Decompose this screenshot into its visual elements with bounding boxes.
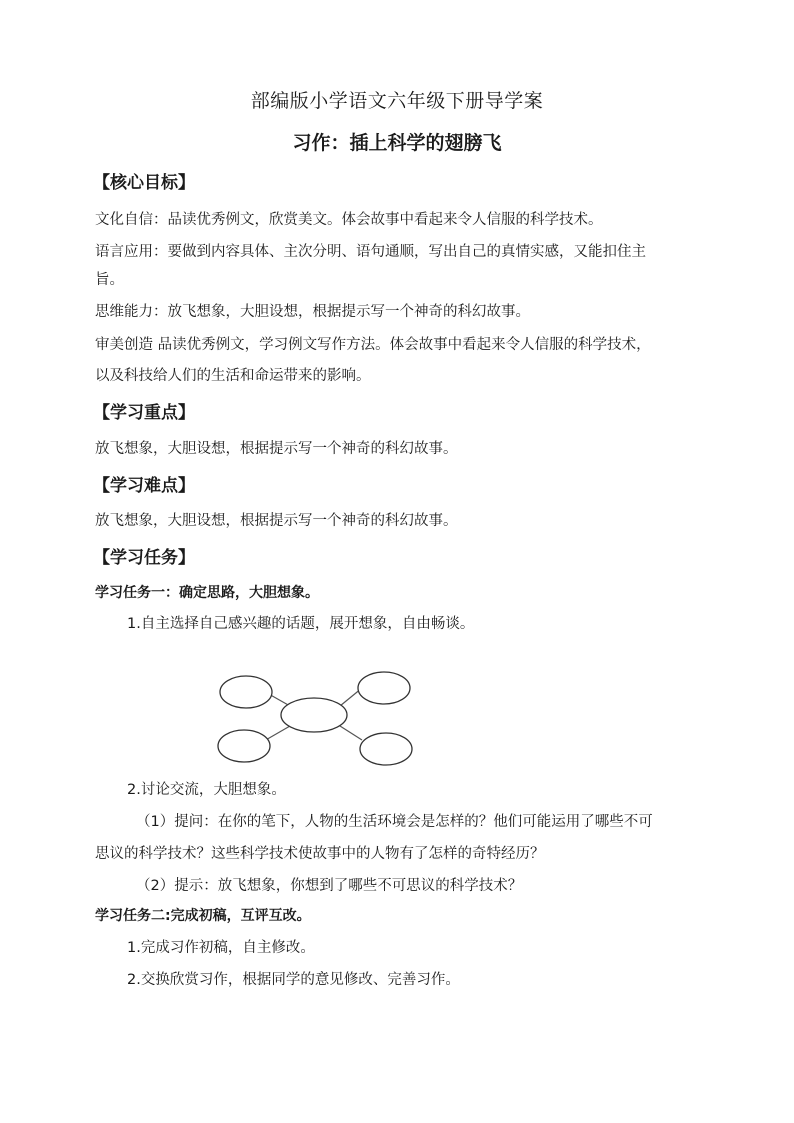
key-points-text: 放飞想象，大胆设想，根据提示写一个神奇的科幻故事。: [95, 441, 458, 457]
document-subtitle: 习作：插上科学的翅膀飞: [292, 132, 502, 154]
task1-item1: 1.自主选择自己感兴趣的话题，展开想象，自由畅谈。: [127, 616, 475, 632]
goal-line-thinking: 思维能力：放飞想象，大胆设想，根据提示写一个神奇的科幻故事。: [95, 304, 530, 320]
task2-item1: 1.完成习作初稿，自主修改。: [127, 940, 315, 956]
goal-line-language-cont: 旨。: [95, 272, 124, 288]
mind-map-bubble-top-left: [220, 676, 272, 708]
task1-question1: （1）提问：在你的笔下，人物的生活环境会是怎样的？他们可能运用了哪些不可: [136, 814, 653, 830]
task1-item2: 2.讨论交流，大胆想象。: [127, 782, 286, 798]
goal-line-cultural: 文化自信：品读优秀例文，欣赏美文。体会故事中看起来令人信服的科学技术。: [95, 212, 603, 228]
mind-map-bubble-top-right: [358, 672, 410, 704]
mind-map-link-bottom-right: [340, 726, 362, 740]
task2-title: 学习任务二:完成初稿，互评互改。: [95, 908, 311, 924]
task2-item2: 2.交换欣赏习作，根据同学的意见修改、完善习作。: [127, 972, 460, 988]
mind-map-diagram: [212, 668, 416, 768]
difficulties-text: 放飞想象，大胆设想，根据提示写一个神奇的科幻故事。: [95, 513, 458, 529]
section-heading-core-goals: 【核心目标】: [93, 173, 195, 193]
goal-line-aesthetic-cont: 以及科技给人们的生活和命运带来的影响。: [95, 368, 371, 384]
mind-map-center-bubble: [281, 698, 347, 732]
document-title: 部编版小学语文六年级下册导学案: [250, 90, 544, 112]
goal-line-aesthetic: 审美创造 品读优秀例文，学习例文写作方法。体会故事中看起来令人信服的科学技术，: [95, 337, 651, 353]
task1-question2: （2）提示：放飞想象，你想到了哪些不可思议的科学技术？: [136, 878, 523, 894]
mind-map-bubble-bottom-right: [360, 733, 412, 765]
mind-map-bubble-bottom-left: [218, 730, 270, 762]
task1-title: 学习任务一：确定思路，大胆想象。: [95, 585, 319, 601]
goal-line-language: 语言应用：要做到内容具体、主次分明、语句通顺，写出自己的真情实感，又能扣住主: [95, 244, 646, 260]
section-heading-key-points: 【学习重点】: [93, 403, 195, 423]
section-heading-difficulties: 【学习难点】: [93, 476, 195, 496]
section-heading-tasks: 【学习任务】: [93, 548, 195, 568]
task1-question1-cont: 思议的科学技术？这些科学技术使故事中的人物有了怎样的奇特经历？: [95, 846, 545, 862]
